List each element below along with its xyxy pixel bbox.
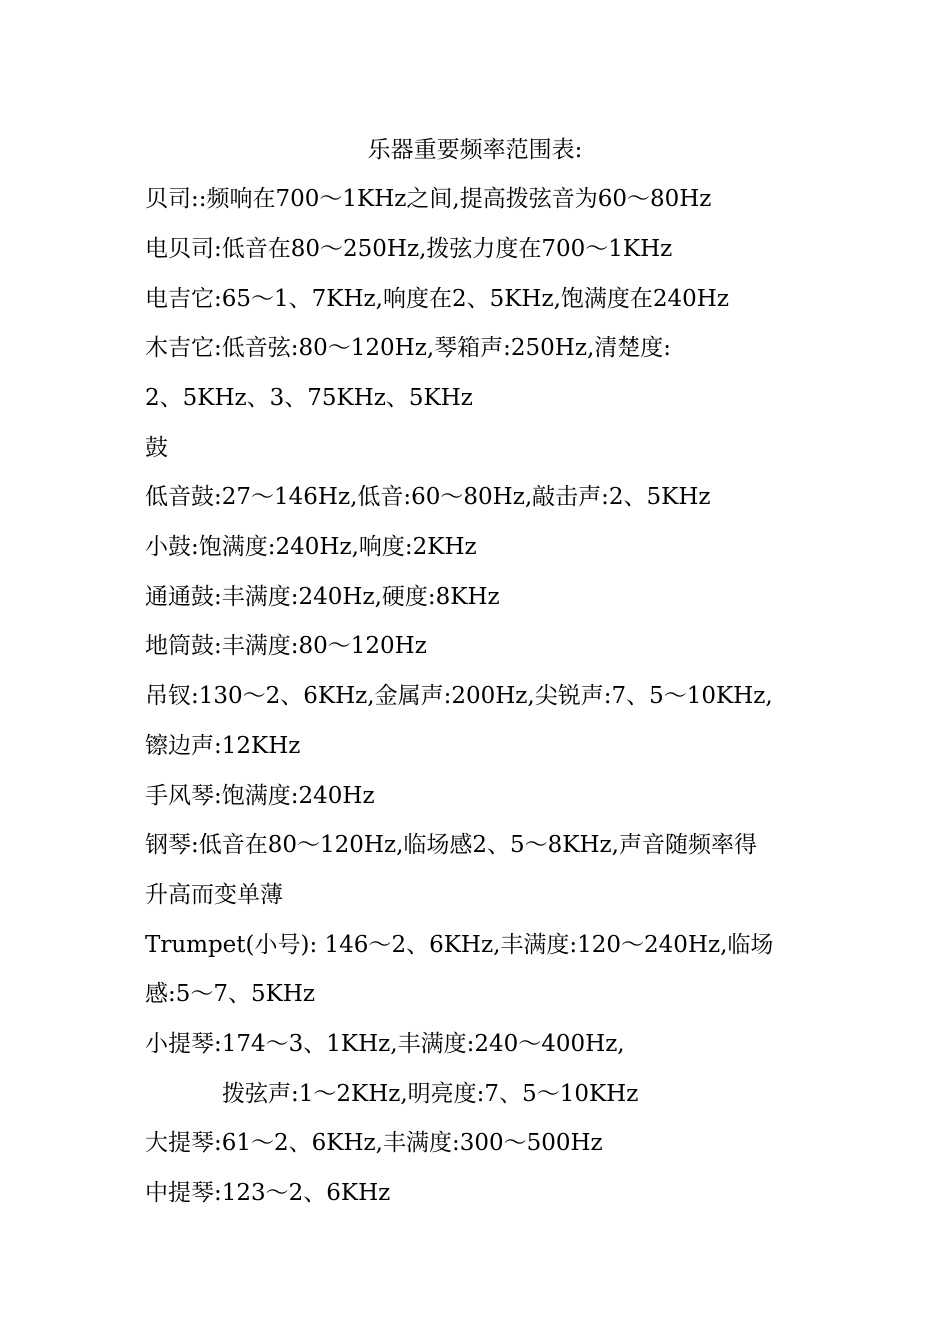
text-line-accordion: 手风琴:饱满度:240Hz: [145, 783, 375, 809]
text-line-trumpet: Trumpet(小号): 146～2、6KHz,丰满度:120～240Hz,临场: [145, 932, 774, 958]
text-line-tom-drum: 通通鼓:丰满度:240Hz,硬度:8KHz: [145, 584, 500, 610]
text-line-violin: 小提琴:174～3、1KHz,丰满度:240～400Hz,: [145, 1031, 625, 1057]
text-line-cymbal-cont: 镲边声:12KHz: [145, 733, 301, 759]
text-line-bass: 贝司::频响在700～1KHz之间,提高拨弦音为60～80Hz: [145, 186, 712, 212]
text-line-snare-drum: 小鼓:饱满度:240Hz,响度:2KHz: [145, 534, 477, 560]
document-title: 乐器重要频率范围表:: [367, 137, 583, 163]
text-line-piano-cont: 升高而变单薄: [145, 882, 283, 908]
text-line-piano: 钢琴:低音在80～120Hz,临场感2、5～8KHz,声音随频率得: [145, 832, 757, 858]
text-line-violin-cont: 拨弦声:1～2KHz,明亮度:7、5～10KHz: [222, 1081, 639, 1107]
text-line-drums-heading: 鼓: [145, 435, 168, 461]
text-line-bass-drum: 低音鼓:27～146Hz,低音:60～80Hz,敲击声:2、5KHz: [145, 484, 711, 510]
text-line-trumpet-cont: 感:5～7、5KHz: [145, 981, 316, 1007]
text-line-floor-tom: 地筒鼓:丰满度:80～120Hz: [145, 633, 427, 659]
text-line-cymbal: 吊钗:130～2、6KHz,金属声:200Hz,尖锐声:7、5～10KHz,: [145, 683, 773, 709]
text-line-acoustic-guitar: 木吉它:低音弦:80～120Hz,琴箱声:250Hz,清楚度:: [145, 335, 672, 361]
text-line-viola: 中提琴:123～2、6KHz: [145, 1180, 391, 1206]
text-line-electric-bass: 电贝司:低音在80～250Hz,拨弦力度在700～1KHz: [145, 236, 673, 262]
text-line-electric-guitar: 电吉它:65～1、7KHz,响度在2、5KHz,饱满度在240Hz: [145, 286, 729, 312]
text-line-cello: 大提琴:61～2、6KHz,丰满度:300～500Hz: [145, 1130, 603, 1156]
text-line-acoustic-guitar-cont: 2、5KHz、3、75KHz、5KHz: [145, 385, 473, 411]
